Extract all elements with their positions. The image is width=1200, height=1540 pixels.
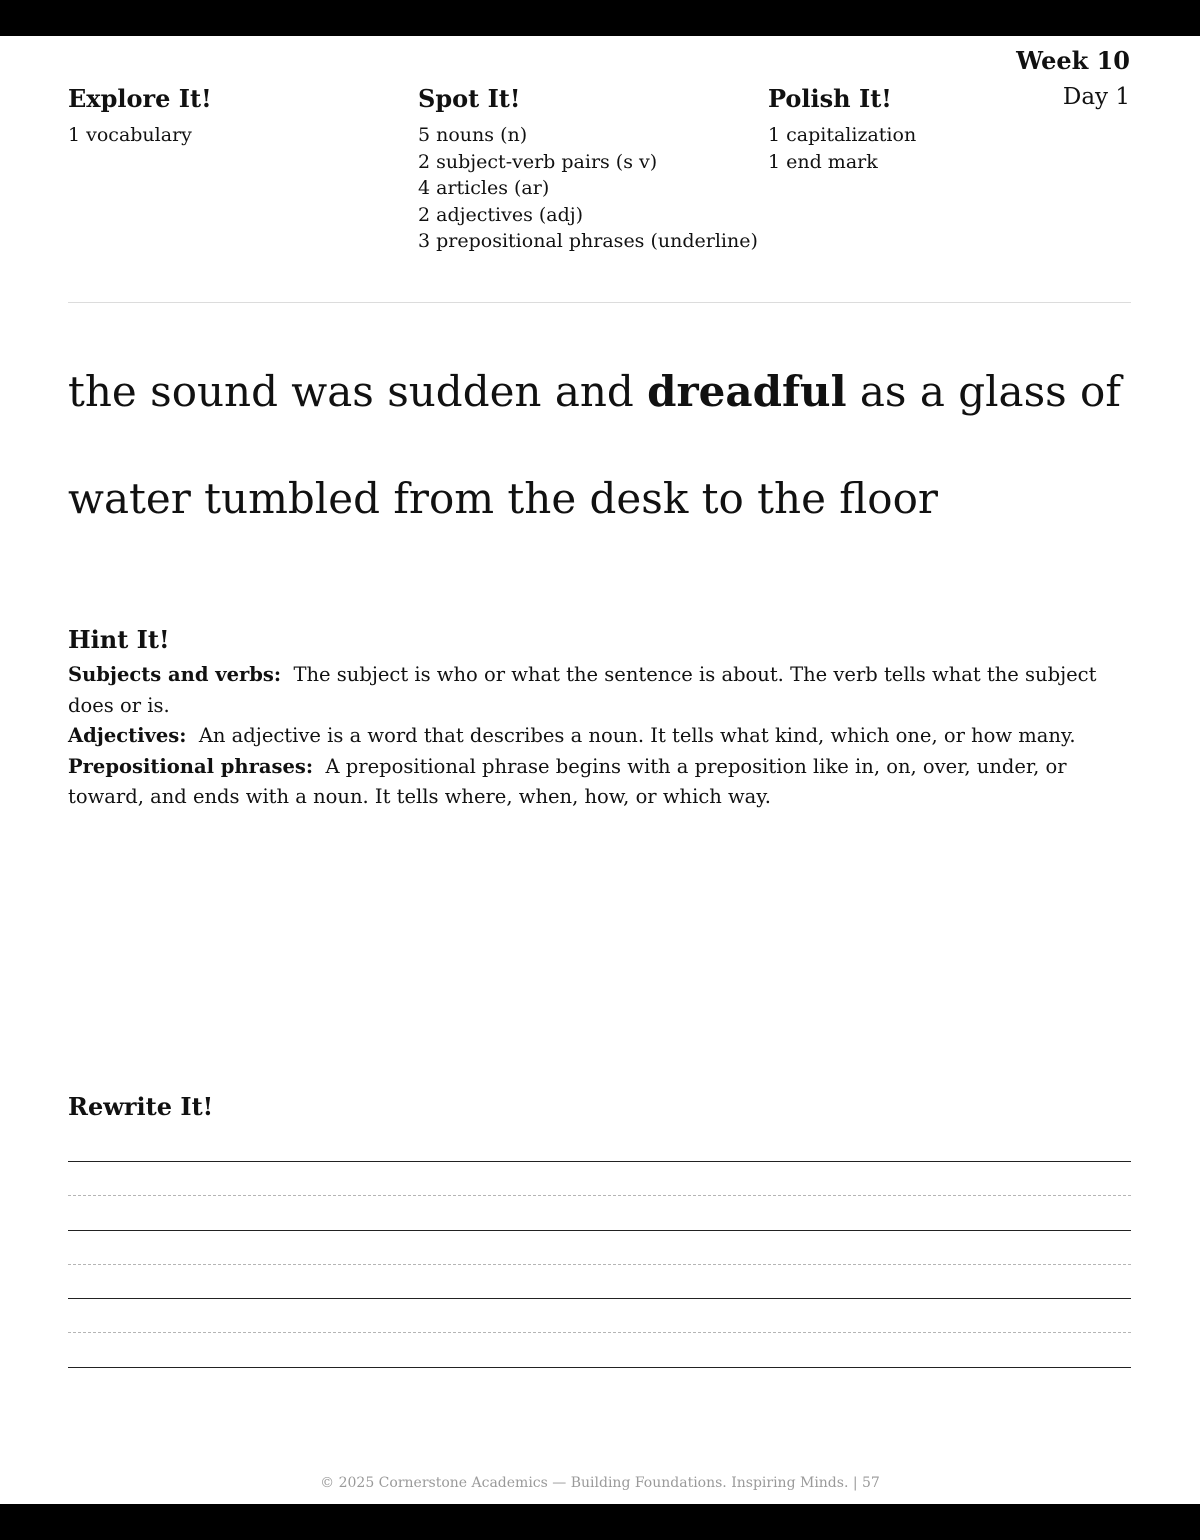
spot-it-item-subject-verb: 2 subject-verb pairs (s v) bbox=[418, 150, 658, 173]
hint-term: Adjectives: bbox=[68, 724, 187, 747]
writing-line-dashed bbox=[68, 1332, 1131, 1333]
writing-line-solid bbox=[68, 1161, 1131, 1162]
explore-it-item: 1 vocabulary bbox=[68, 124, 192, 146]
spot-it-list bbox=[418, 122, 758, 255]
day-label: Day 1 bbox=[1062, 84, 1130, 110]
polish-it-item-end-mark: 1 end mark bbox=[768, 150, 878, 173]
hint-it-title: Hint It! bbox=[68, 625, 170, 654]
week-label: Week 10 bbox=[1016, 46, 1130, 75]
polish-it-title: Polish It! bbox=[768, 84, 892, 113]
polish-it-list bbox=[768, 122, 916, 175]
hint-term: Subjects and verbs: bbox=[68, 663, 282, 686]
rewrite-it-title: Rewrite It! bbox=[68, 1092, 214, 1121]
writing-line-dashed bbox=[68, 1195, 1131, 1196]
spot-it-title: Spot It! bbox=[418, 84, 521, 113]
spot-it-section bbox=[418, 84, 758, 255]
hint-entry-subjects-verbs bbox=[68, 660, 1131, 721]
polish-it-section bbox=[768, 84, 916, 175]
bottom-black-bar bbox=[0, 1504, 1200, 1540]
hint-entry-adjectives bbox=[68, 721, 1131, 752]
practice-sentence bbox=[68, 338, 1148, 552]
hint-text: A prepositional phrase begins with a preposition like in, on, over, under, or toward, and ends with a noun. It tells where, when, how, or which way. bbox=[68, 754, 1067, 808]
hint-term: Prepositional phrases: bbox=[68, 754, 314, 778]
sentence-part-before: the sound was sudden and bbox=[68, 367, 648, 416]
hint-entry-prepositional-phrases bbox=[68, 752, 1131, 813]
section-divider bbox=[68, 302, 1131, 303]
polish-it-item-capitalization: 1 capitalization bbox=[768, 124, 917, 146]
spot-it-item-prepositional: 3 prepositional phrases (underline) bbox=[418, 230, 758, 252]
hint-it-section bbox=[68, 624, 1131, 813]
writing-line-solid bbox=[68, 1230, 1131, 1231]
writing-line-solid bbox=[68, 1367, 1131, 1368]
explore-it-section bbox=[68, 84, 212, 149]
top-black-bar bbox=[0, 0, 1200, 36]
writing-line-dashed bbox=[68, 1264, 1131, 1265]
spot-it-item-nouns: 5 nouns (n) bbox=[418, 124, 528, 146]
sentence-part-after: as a glass of water tumbled from the desk to the floor bbox=[68, 367, 1121, 523]
explore-it-list bbox=[68, 122, 212, 149]
vocabulary-word: dreadful bbox=[647, 367, 847, 416]
spot-it-item-articles: 4 articles (ar) bbox=[418, 177, 550, 199]
hint-text: An adjective is a word that describes a noun. It tells what kind, which one, or how many. bbox=[198, 724, 1076, 747]
explore-it-title: Explore It! bbox=[68, 84, 212, 113]
writing-line-solid bbox=[68, 1298, 1131, 1299]
spot-it-item-adjectives: 2 adjectives (adj) bbox=[418, 203, 584, 226]
page-footer: © 2025 Cornerstone Academics — Building Foundations. Inspiring Minds. | 57 bbox=[320, 1475, 880, 1491]
hint-text: The subject is who or what the sentence is about. The verb tells what the subject does or is. bbox=[68, 663, 1097, 717]
